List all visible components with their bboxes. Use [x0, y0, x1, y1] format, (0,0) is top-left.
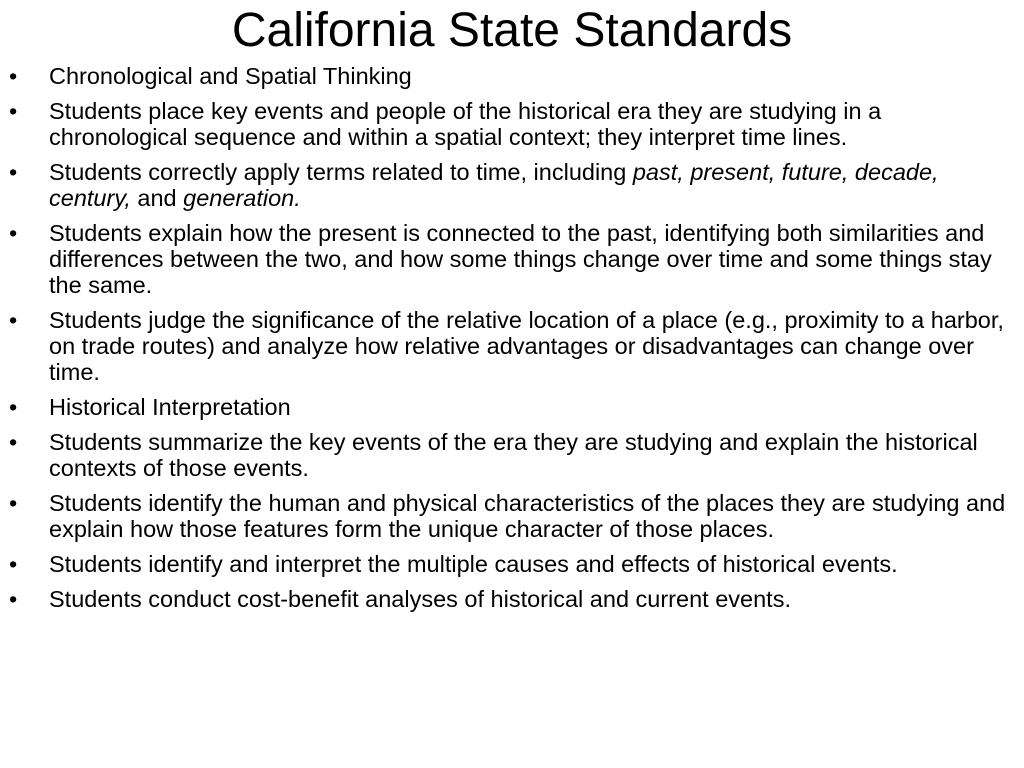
bullet-marker: • — [9, 586, 18, 612]
bullet-text: Students summarize the key events of the era they are studying and explain the historical contexts of those events. — [49, 429, 978, 481]
bullet-text-part: and — [130, 185, 184, 211]
bullet-text: Students identify the human and physical characteristics of the places they are studying and explain how those features form the unique character of those places. — [49, 490, 1006, 542]
bullet-marker: • — [9, 307, 18, 333]
bullet-text-part: Students correctly apply terms related to time, including — [49, 159, 633, 185]
bullet-marker: • — [9, 394, 18, 420]
bullet-marker: • — [9, 63, 18, 89]
slide-title: California State Standards — [231, 4, 793, 57]
bullet-item-time-terms — [0, 159, 1010, 211]
bullet-text: Historical Interpretation — [49, 394, 291, 420]
bullet-item-place-key-events — [0, 98, 1010, 150]
bullet-text: Students identify and interpret the multiple causes and effects of historical events. — [49, 551, 898, 577]
bullet-marker: • — [9, 98, 18, 124]
bullet-list — [0, 63, 1010, 621]
bullet-text-italic: generation. — [183, 185, 301, 211]
bullet-text: Students place key events and people of the historical era they are studying in a chronological sequence and within a spatial context; they interpret time lines. — [49, 98, 882, 150]
bullet-marker: • — [9, 159, 18, 185]
bullet-item-summarize-events — [0, 429, 1010, 481]
bullet-marker: • — [9, 490, 18, 516]
bullet-marker: • — [9, 429, 18, 455]
bullet-item-historical-interpretation-heading — [0, 394, 1010, 420]
bullet-item-chronological-heading — [0, 63, 1010, 89]
bullet-text-italic: past, present, future, decade, century, — [49, 159, 939, 211]
bullet-text: Students judge the significance of the relative location of a place (e.g., proximity to a harbor, on trade routes) and analyze how relative advantages or disadvantages can change over time. — [49, 307, 1004, 385]
bullet-marker: • — [9, 220, 18, 246]
bullet-item-characteristics-of-places — [0, 490, 1010, 542]
bullet-text: Students explain how the present is connected to the past, identifying both similarities and differences between the two, and how some things change over time and some things stay the same. — [49, 220, 992, 298]
bullet-marker: • — [9, 551, 18, 577]
bullet-item-relative-location — [0, 307, 1010, 385]
bullet-text: Students conduct cost-benefit analyses of historical and current events. — [49, 586, 791, 612]
bullet-text: Chronological and Spatial Thinking — [49, 63, 412, 89]
bullet-item-cost-benefit — [0, 586, 1010, 612]
bullet-item-causes-effects — [0, 551, 1010, 577]
bullet-item-present-past — [0, 220, 1010, 298]
